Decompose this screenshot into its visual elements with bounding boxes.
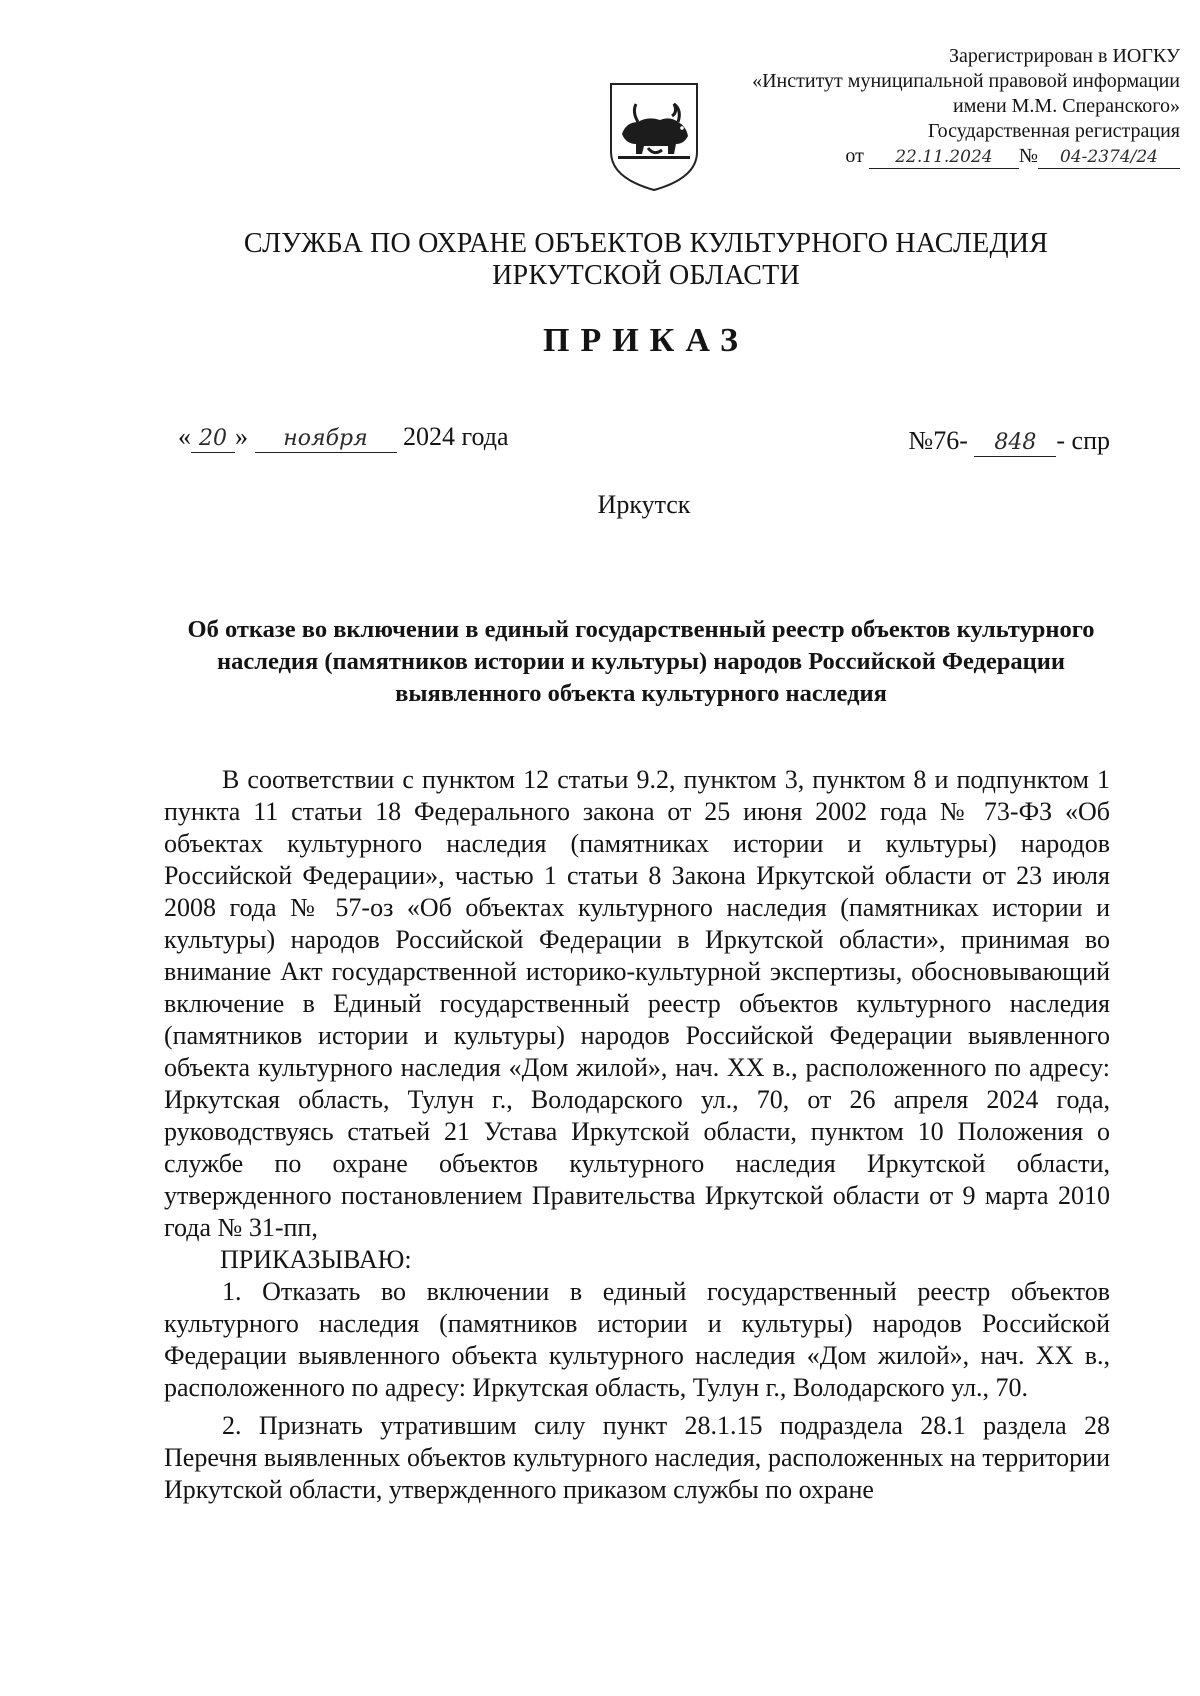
city: Иркутск [597, 490, 691, 519]
order-heading: Об отказе во включении в единый государственный реестр объектов культурного наследия (памятников истории и культуры) народов Российской Федерации выявленного объекта культурного наследия [187, 616, 1095, 707]
order-date-year: 2024 года [403, 422, 509, 451]
order-number-value: 848 [974, 430, 1056, 457]
order-date-month: ноября [255, 426, 397, 453]
order-decree: ПРИКАЗЫВАЮ: [220, 1245, 412, 1274]
registration-date: 22.11.2024 [869, 146, 1019, 169]
registration-number: 04-2374/24 [1038, 146, 1180, 169]
registration-line-4: Государственная регистрация [927, 120, 1180, 142]
registration-line-2: «Институт муниципальной правовой информации [752, 70, 1180, 92]
order-number-suffix: - спр [1056, 426, 1110, 455]
registration-line-1: Зарегистрирован в ИОГКУ [949, 45, 1180, 67]
registration-number-label: № [1018, 145, 1038, 167]
order-date-close-quote: » [235, 422, 248, 451]
order-date-open-quote: « [178, 422, 191, 451]
order-number-prefix: №76- [908, 426, 968, 455]
registration-date-number [660, 144, 1180, 169]
registration-stamp [660, 44, 1180, 169]
order-date-day: 20 [191, 426, 235, 453]
order-body [164, 764, 1110, 1506]
order-number [908, 426, 1110, 457]
agency-name [0, 228, 1200, 292]
registration-line-3: имени М.М. Сперанского» [953, 95, 1180, 117]
agency-name-line-2: ИРКУТСКОЙ ОБЛАСТИ [492, 260, 800, 291]
agency-name-line-1: СЛУЖБА ПО ОХРАНЕ ОБЪЕКТОВ КУЛЬТУРНОГО НАСЛЕДИЯ [243, 228, 1049, 259]
order-title: ПРИКАЗ [543, 322, 749, 359]
order-item-1: 1. Отказать во включении в единый государственный реестр объектов культурного наследия (памятников истории и культуры) народов Российской Федерации выявленного объекта культурного наследия «Дом жилой», нач. XX в., расположенного по адресу: Иркутская область, Тулун г., Володарского ул., 70. [164, 1277, 1110, 1402]
order-date [178, 422, 509, 453]
order-item-2: 2. Признать утратившим силу пункт 28.1.15 подраздела 28.1 раздела 28 Перечня выявленных объектов культурного наследия, расположенных на территории Иркутской области, утвержденного приказом службы по охране [164, 1411, 1110, 1504]
order-preamble: В соответствии с пунктом 12 статьи 9.2, пунктом 3, пунктом 8 и подпунктом 1 пункта 11 статьи 18 Федерального закона от 25 июня 2002 года № 73-ФЗ «Об объектах культурного наследия (памятниках истории и культуры) народов Российской Федерации», частью 1 статьи 8 Закона Иркутской области от 23 июля 2008 года № 57-оз «Об объектах культурного наследия (памятниках истории и культуры) народов Российской Федерации в Иркутской области», принимая во внимание Акт государственной историко-культурной экспертизы, обосновывающий включение в Единый государственный реестр объектов культурного наследия (памятников истории и культуры) народов Российской Федерации выявленного объекта культурного наследия «Дом жилой», нач. XX в., расположенного по адресу: Иркутская область, Тулун г., Володарского ул., 70, от 26 апреля 2024 года, руководствуясь статьей 21 Устава Иркутской области, пунктом 10 Положения о службе по охране объектов культурного наследия Иркутской области, утвержденного постановлением Правительства Иркутской области от 9 марта 2010 года № 31-пп, [164, 765, 1110, 1242]
registration-from-label: от [845, 145, 864, 167]
